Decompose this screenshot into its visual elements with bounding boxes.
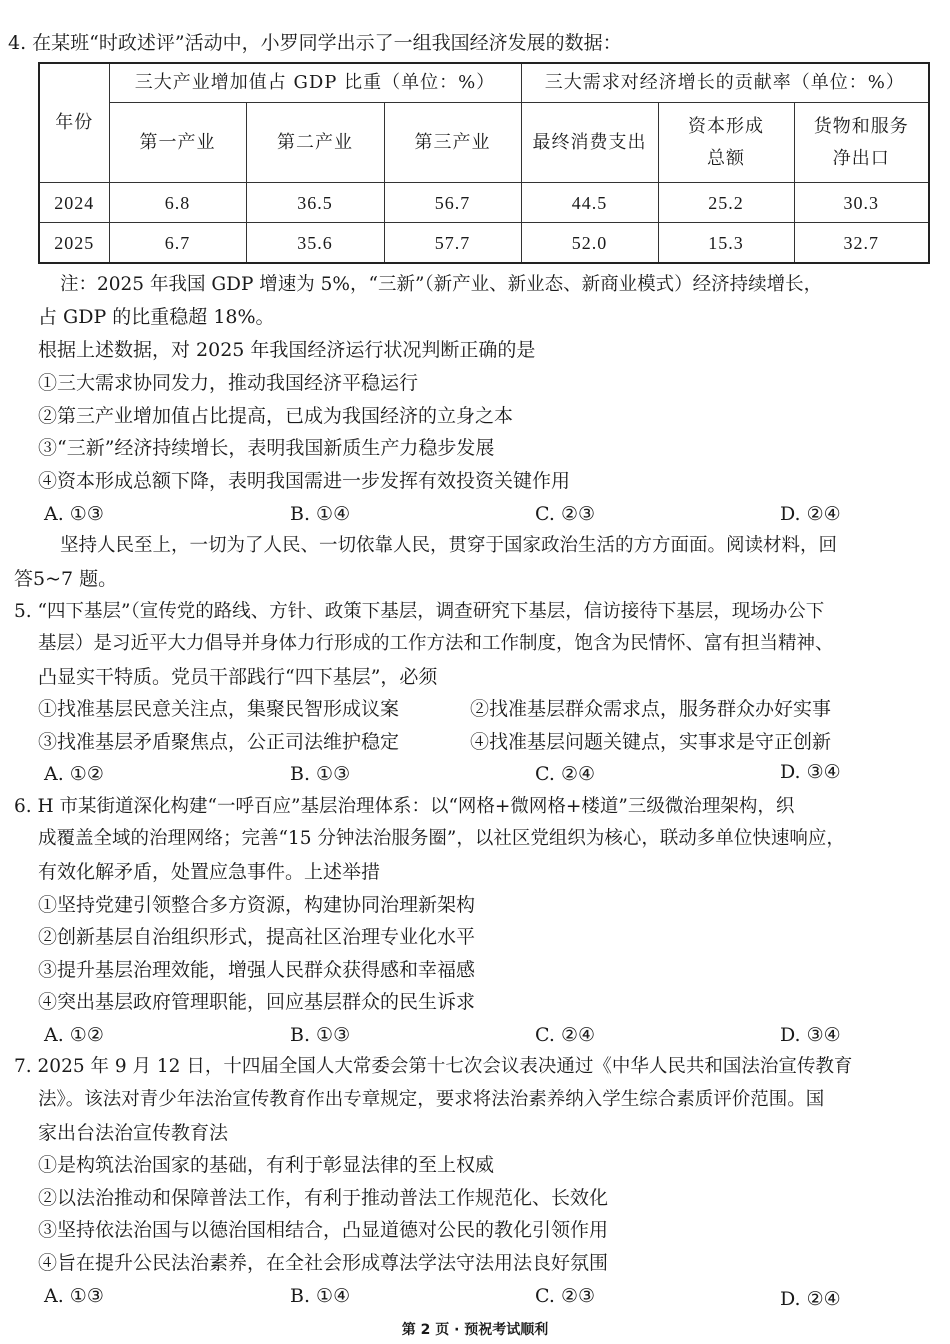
- table-row: [39, 183, 929, 223]
- q6-stem-line-3: 有效化解矛盾，处置应急事件。上述举措: [38, 861, 381, 883]
- table-cell: 32.7: [794, 223, 929, 264]
- table-subhead: 最终消费支出: [521, 103, 658, 183]
- q5-item: ①找准基层民意关注点，集聚民智形成议案: [38, 698, 400, 720]
- q5-item: ②找准基层群众需求点，服务群众办好实事: [470, 698, 832, 720]
- table-subhead: 第三产业: [384, 103, 521, 183]
- q6-option-c: C. ②④: [535, 1024, 596, 1046]
- table-subhead: 资本形成总额: [658, 103, 794, 183]
- q7-stem-line-3: 家出台法治宣传教育法: [38, 1122, 229, 1144]
- q7-option-d: D. ②④: [780, 1288, 841, 1310]
- q7-item: ③坚持依法治国与以德治国相结合，凸显道德对公民的教化引领作用: [38, 1219, 609, 1241]
- q5-option-d: D. ③④: [780, 761, 841, 783]
- q4-note-line-1: 注：2025 年我国 GDP 增速为 5%，“三新”（新产业、新业态、新商业模式）经济持续增长，: [60, 274, 823, 295]
- table-row: [39, 223, 929, 264]
- q6-option-d: D. ③④: [780, 1024, 841, 1046]
- q4-item: ③“三新”经济持续增长，表明我国新质生产力稳步发展: [38, 437, 495, 459]
- q7-option-b: B. ①④: [290, 1285, 351, 1307]
- section-intro-line-1: 坚持人民至上，一切为了人民、一切依靠人民，贯穿于国家政治生活的方方面面。阅读材料，回: [60, 535, 838, 556]
- q6-stem-line-1: 6. H 市某街道深化构建“一呼百应”基层治理体系：以“网格+微网格+楼道”三级微治理架构，织: [14, 796, 795, 817]
- q6-item: ②创新基层自治组织形式，提高社区治理专业化水平: [38, 926, 476, 948]
- q7-stem-line-1: 7. 2025 年 9 月 12 日，十四届全国人大常委会第十七次会议表决通过《中华人民共和国法治宣传教育: [14, 1056, 853, 1077]
- page-footer: 第 2 页 · 预祝考试顺利: [401, 1322, 549, 1338]
- table-cell: 15.3: [658, 223, 794, 264]
- table-cell: 25.2: [658, 183, 794, 223]
- table-cell: 56.7: [384, 183, 521, 223]
- q6-option-a: A. ①②: [44, 1024, 104, 1046]
- q6-stem-line-2: 成覆盖全域的治理网络；完善“15 分钟法治服务圈”，以社区党组织为核心，联动多单位快速响应，: [38, 828, 845, 849]
- q6-item: ③提升基层治理效能，增强人民群众获得感和幸福感: [38, 959, 476, 981]
- table-cell: 57.7: [384, 223, 521, 264]
- q5-option-c: C. ②④: [535, 763, 596, 785]
- q4-note-line-2: 占 GDP 的比重稳超 18%。: [38, 306, 275, 328]
- q7-stem-line-2: 法》。该法对青少年法治宣传教育作出专章规定，要求将法治素养纳入学生综合素质评价范围。国: [38, 1089, 825, 1110]
- q7-item: ①是构筑法治国家的基础，有利于彰显法律的至上权威: [38, 1154, 495, 1176]
- q4-stem: 4. 在某班“时政述评”活动中，小罗同学出示了一组我国经济发展的数据：: [8, 32, 622, 54]
- q4-option-c: C. ②③: [535, 503, 596, 525]
- q5-item: ③找准基层矛盾聚焦点，公正司法维护稳定: [38, 731, 400, 753]
- q4-item: ④资本形成总额下降，表明我国需进一步发挥有效投资关键作用: [38, 470, 571, 492]
- table-subhead: 第一产业: [109, 103, 246, 183]
- q7-option-c: C. ②③: [535, 1285, 596, 1307]
- q4-option-a: A. ①③: [44, 503, 104, 525]
- q5-option-a: A. ①②: [44, 763, 104, 785]
- q4-option-b: B. ①④: [290, 503, 351, 525]
- q6-item: ①坚持党建引领整合多方资源，构建协同治理新架构: [38, 894, 476, 916]
- q6-item: ④突出基层政府管理职能，回应基层群众的民生诉求: [38, 991, 476, 1013]
- q5-option-b: B. ①③: [290, 763, 351, 785]
- section-intro-line-2: 答5~7 题。: [14, 568, 118, 590]
- q4-option-d: D. ②④: [780, 503, 841, 525]
- q5-stem-line-3: 凸显实干特质。党员干部践行“四下基层”，必须: [38, 666, 438, 688]
- table-cell: 30.3: [794, 183, 929, 223]
- q5-stem-line-2: 基层）是习近平大力倡导并身体力行形成的工作方法和工作制度，饱含为民情怀、富有担当精神、: [38, 633, 834, 654]
- table-cell-year: 2025: [39, 223, 109, 264]
- q4-question: 根据上述数据，对 2025 年我国经济运行状况判断正确的是: [38, 339, 536, 361]
- q5-stem-line-1: 5. “四下基层”（宣传党的路线、方针、政策下基层，调查研究下基层，信访接待下基层，现场办公下: [14, 601, 825, 622]
- table-cell: 52.0: [521, 223, 658, 264]
- table-subhead: 货物和服务净出口: [794, 103, 929, 183]
- table-cell: 35.6: [246, 223, 384, 264]
- table-cell: 6.8: [109, 183, 246, 223]
- table-header-year: 年份: [39, 63, 109, 183]
- q4-item: ②第三产业增加值占比提高，已成为我国经济的立身之本: [38, 405, 514, 427]
- table-cell-year: 2024: [39, 183, 109, 223]
- q7-option-a: A. ①③: [44, 1285, 104, 1307]
- q5-item: ④找准基层问题关键点，实事求是守正创新: [470, 731, 832, 753]
- q7-item: ②以法治推动和保障普法工作，有利于推动普法工作规范化、长效化: [38, 1187, 609, 1209]
- q4-item: ①三大需求协同发力，推动我国经济平稳运行: [38, 372, 419, 394]
- q7-item: ④旨在提升公民法治素养，在全社会形成尊法学法守法用法良好氛围: [38, 1252, 609, 1274]
- table-cell: 6.7: [109, 223, 246, 264]
- table-cell: 36.5: [246, 183, 384, 223]
- table-subhead: 第二产业: [246, 103, 384, 183]
- table-group-demand: 三大需求对经济增长的贡献率（单位：%）: [521, 63, 929, 103]
- economic-data-table: [38, 62, 930, 264]
- q6-option-b: B. ①③: [290, 1024, 351, 1046]
- table-group-industry: 三大产业增加值占 GDP 比重（单位：%）: [109, 63, 521, 103]
- table-cell: 44.5: [521, 183, 658, 223]
